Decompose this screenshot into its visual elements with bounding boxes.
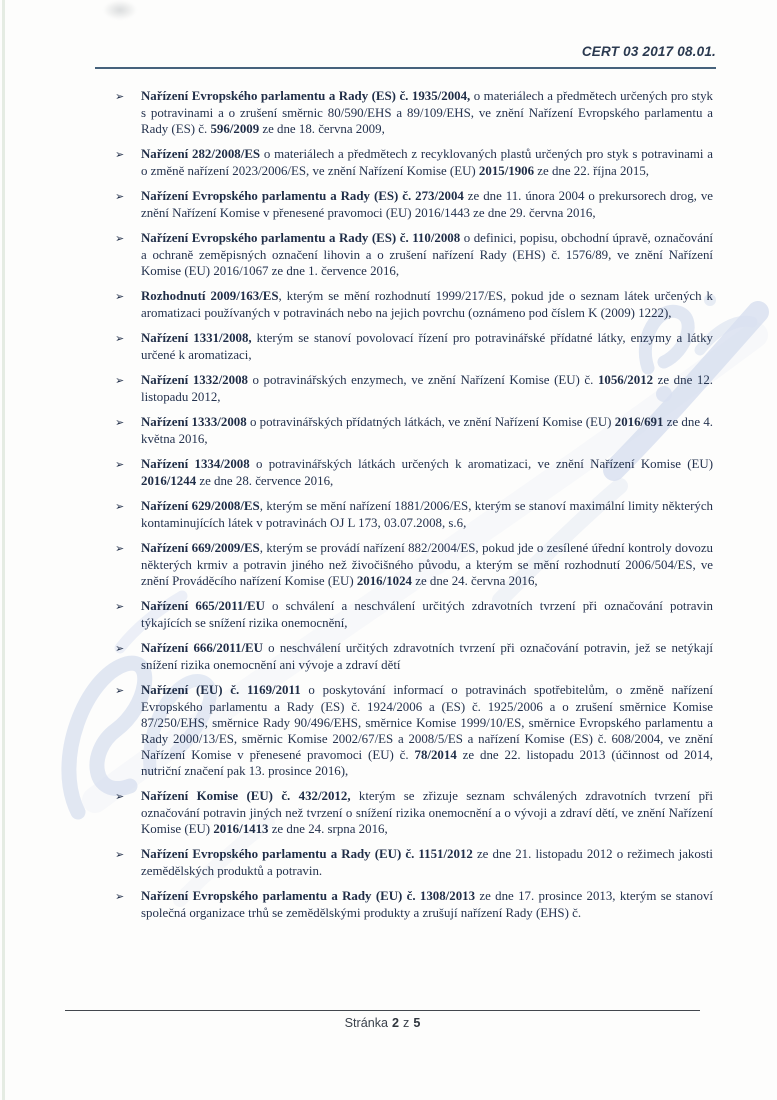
regulation-text: , kterým se provádí nařízení 882/2004/ES, pokud jde o zesílené úřední kontroly dovozu některých krmiv a potravin jiného než živočišného původu, a kterým se mění rozhodnutí 2006/504/ES, ve znění Prováděcího nařízení Komise (EU)	[141, 541, 713, 588]
regulation-text: ze dne 17. prosince 2013, kterým se stanoví společná organizace trhů se zemědělskými produkty a zrušují nařízení Rady (EHS) č.	[141, 889, 713, 920]
arrow-bullet-icon: ➢	[115, 149, 125, 161]
arrow-bullet-icon: ➢	[115, 91, 125, 103]
regulation-text: , kterým se mění rozhodnutí 1999/217/ES, pokud jde o seznam látek určených k aromatizaci používaných v potravinách nebo na jejich povrchu (oznámeno pod číslem K (2009) 1222),	[141, 289, 714, 320]
arrow-bullet-icon: ➢	[115, 891, 125, 903]
regulation-text: o neschválení určitých zdravotních tvrzení při označování potravin, jež se netýkají snížení rizika onemocnění ani vývoje a zdraví dětí	[141, 641, 714, 672]
regulation-text: o potravinářských enzymech, ve znění Nařízení Komise (EU) č.	[247, 373, 598, 387]
page-title	[95, 44, 716, 59]
list-item	[115, 540, 713, 589]
regulation-ref: Nařízení Evropského parlamentu a Rady (ES) č. 1935/2004,	[141, 89, 471, 103]
arrow-bullet-icon: ➢	[115, 791, 125, 803]
regulation-text: ze dne 21. listopadu 2012 o režimech jakosti zemědělských produktů a potravin.	[141, 847, 713, 878]
regulation-ref: Nařízení 669/2009/ES	[141, 541, 260, 555]
list-item	[115, 598, 713, 631]
list-item	[115, 88, 713, 137]
regulation-text: ze dne 22. října 2015,	[534, 164, 649, 178]
regulation-ref: 2016/1024	[356, 574, 412, 588]
regulation-ref: 2016/1244	[141, 474, 197, 488]
regulation-text: ze dne 4. května 2016,	[141, 415, 713, 446]
arrow-bullet-icon: ➢	[115, 459, 125, 471]
regulation-text: ze dne 18. června 2009,	[259, 122, 385, 136]
regulation-ref: 78/2014	[414, 748, 457, 762]
regulation-text: ze dne 12. listopadu 2012,	[141, 373, 713, 404]
regulation-text: o schválení a neschválení určitých zdravotních tvrzení při označování potravin týkajících se snížení rizika onemocnění,	[141, 599, 713, 630]
footer-divider	[65, 1010, 700, 1011]
regulation-ref: Nařízení Evropského parlamentu a Rady (ES) č. 110/2008	[141, 231, 461, 245]
regulation-ref: Nařízení 282/2008/ES	[141, 147, 261, 161]
list-item	[115, 682, 713, 779]
regulation-ref: Nařízení 666/2011/EU	[141, 641, 263, 655]
footer-label: Stránka	[344, 1016, 389, 1030]
arrow-bullet-icon: ➢	[115, 291, 125, 303]
regulation-text: kterým se stanoví povolovací řízení pro potravinářské přídatné látky, enzymy a látky určené k aromatizaci,	[141, 331, 713, 362]
arrow-bullet-icon: ➢	[115, 191, 125, 203]
regulation-text: , kterým se mění nařízení 1881/2006/ES, kterým se stanoví maximální limity některých kontaminujících látek v potravinách OJ L 173, 03.07.2008, s.6,	[141, 499, 714, 530]
regulation-ref: 2016/691	[614, 415, 664, 429]
regulation-ref: Nařízení 1332/2008	[141, 373, 248, 387]
scan-edge-artifact	[2, 0, 5, 1100]
footer-total-pages: 5	[413, 1016, 421, 1030]
regulation-ref: 2016/1413	[213, 822, 269, 836]
footer-page-number: 2	[392, 1016, 400, 1030]
regulation-text: ze dne 28. července 2016,	[196, 474, 334, 488]
arrow-bullet-icon: ➢	[115, 685, 125, 697]
regulation-ref: Nařízení Evropského parlamentu a Rady (EU) č. 1308/2013	[141, 889, 476, 903]
regulation-text: ze dne 11. února 2004 o prekursorech drog, ve znění Nařízení Komise v přenesené pravomoci (EU) 2016/1443 ze dne 29. června 2016,	[141, 189, 713, 220]
list-item	[115, 188, 713, 221]
page-footer	[65, 1016, 700, 1030]
arrow-bullet-icon: ➢	[115, 849, 125, 861]
list-item	[115, 288, 713, 321]
header-divider	[95, 67, 716, 69]
list-item	[115, 146, 713, 179]
regulation-text: o definici, popisu, obchodní úpravě, označování a ochraně zeměpisných označení lihovin a o zrušení nařízení Rady (EHS) č. 1576/89, ve znění Nařízení Komise (EU) 2016/1067 ze dne 1. července 2016,	[141, 231, 713, 278]
arrow-bullet-icon: ➢	[115, 333, 125, 345]
regulation-ref: Nařízení Evropského parlamentu a Rady (EU) č. 1151/2012	[141, 847, 473, 861]
regulation-ref: Nařízení Evropského parlamentu a Rady (ES) č. 273/2004	[141, 189, 464, 203]
regulation-ref: Nařízení 629/2008/ES	[141, 499, 260, 513]
regulation-ref: Rozhodnutí 2009/163/ES	[141, 289, 279, 303]
list-item	[115, 846, 713, 879]
regulation-text: ze dne 24. června 2016,	[412, 574, 538, 588]
list-item	[115, 372, 713, 405]
scan-smudge-artifact	[103, 0, 137, 20]
regulation-ref: Nařízení Komise (EU) č. 432/2012,	[141, 789, 351, 803]
arrow-bullet-icon: ➢	[115, 543, 125, 555]
arrow-bullet-icon: ➢	[115, 601, 125, 613]
regulation-ref: Nařízení 1333/2008	[141, 415, 247, 429]
list-item	[115, 640, 713, 673]
regulation-ref: 596/2009	[210, 122, 260, 136]
list-item	[115, 498, 713, 531]
list-item	[115, 788, 713, 837]
regulation-text: o poskytování informací o potravinách spotřebitelům, o změně nařízení Evropského parlamentu a Rady (ES) č. 1924/2006 a (ES) č. 1925/2006 a o zrušení směrnice Komise 87/250/EHS, směrnice Rady 90/496/EHS, směrnice Komise 1999/10/ES, směrnice Evropského parlamentu a Rady 2000/13/ES, směrnic Komise 2002/67/ES a 2008/5/ES a nařízení Komise (ES) č. 608/2004, ve znění Nařízení Komise v přenesené pravomoci (EU) č.	[141, 683, 713, 762]
list-item	[115, 330, 713, 363]
arrow-bullet-icon: ➢	[115, 417, 125, 429]
arrow-bullet-icon: ➢	[115, 643, 125, 655]
regulation-text: ze dne 24. srpna 2016,	[268, 822, 388, 836]
regulation-ref: 1056/2012	[597, 373, 654, 387]
regulation-ref: Nařízení 1331/2008,	[141, 331, 252, 345]
list-item	[115, 888, 713, 921]
arrow-bullet-icon: ➢	[115, 501, 125, 513]
regulation-list	[115, 88, 713, 930]
regulation-text: kterým se zřizuje seznam schválených zdravotních tvrzení při označování potravin jiných než tvrzení o snížení rizika onemocnění a o vývoji a zdraví dětí, ve znění Nařízení Komise (EU)	[141, 789, 713, 836]
regulation-text: o potravinářských přídatných látkách, ve znění Nařízení Komise (EU)	[246, 415, 615, 429]
arrow-bullet-icon: ➢	[115, 233, 125, 245]
regulation-ref: 2015/1906	[478, 164, 535, 178]
regulation-text: o materiálech a předmětech z recyklovaných plastů určených pro styk s potravinami a o změně nařízení 2023/2006/ES, ve znění Nařízení Komise (EU)	[141, 147, 713, 178]
list-item	[115, 456, 713, 489]
regulation-ref: Nařízení (EU) č. 1169/2011	[141, 683, 301, 697]
regulation-text: o potravinářských látkách určených k aromatizaci, ve znění Nařízení Komise (EU)	[249, 457, 713, 471]
cert-reference: CERT 03 2017 08.01.	[581, 44, 716, 59]
regulation-ref: Nařízení 1334/2008	[141, 457, 250, 471]
regulation-text: ze dne 22. listopadu 2013 (účinnost od 2014, nutriční značení pak 13. prosince 2016),	[141, 748, 713, 778]
list-item	[115, 230, 713, 279]
regulation-text: o materiálech a předmětech určených pro styk s potravinami a o zrušení směrnic 80/590/EHS a 89/109/EHS, ve znění Nařízení Evropského parlamentu a Rady (ES) č.	[141, 89, 713, 136]
footer-of-label: z	[403, 1016, 410, 1030]
list-item	[115, 414, 713, 447]
arrow-bullet-icon: ➢	[115, 375, 125, 387]
regulation-ref: Nařízení 665/2011/EU	[141, 599, 265, 613]
